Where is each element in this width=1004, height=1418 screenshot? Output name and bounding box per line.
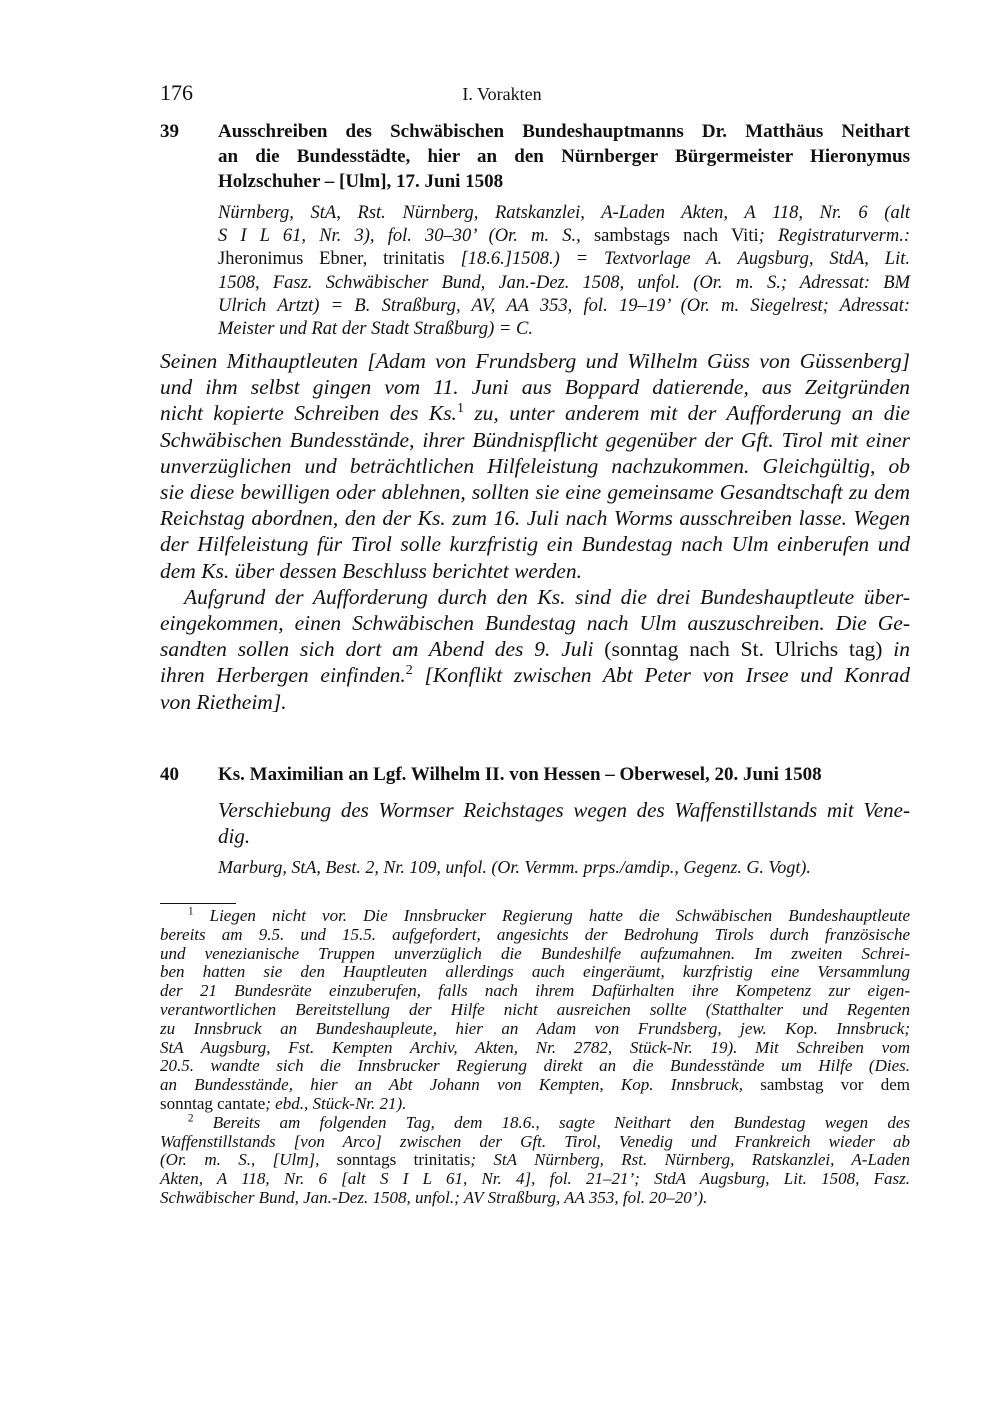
entry-summary-line: Verschiebung des Wormser Reichstages wegen des Waffenstillstands mit Vene- <box>218 798 910 822</box>
text-run: sonntags trinitatis <box>336 1150 471 1170</box>
text-run: [18.6.]1508.) = Textvorlage A. Augsburg, StdA, Lit. <box>444 249 910 270</box>
text-run: Waffenstillstands [von Arco] zwischen der Gft. Tirol, Venedig und Frankreich wieder ab <box>160 1131 910 1151</box>
body-line <box>160 663 910 688</box>
body-line <box>160 637 910 662</box>
text-run: in <box>882 637 910 662</box>
text-run: Schwäbischen Bundesstände, ihrer Bündnispflicht gegenüber der Gft. Tirol mit einer <box>160 427 910 452</box>
footnote-line <box>160 1169 910 1189</box>
text-run: und ihm selbst gingen vom 11. Juni aus Boppard datierende, aus Zeitgründen <box>160 375 910 400</box>
text-run: sambstags nach Viti <box>593 226 759 247</box>
text-run: Meister und Rat der Stadt Straßburg) = C. <box>218 319 533 339</box>
footnote-rule <box>160 903 236 904</box>
text-run: sie diese bewilligen oder ablehnen, sollten sie eine gemeinsame Gesandtschaft zu dem <box>160 480 910 504</box>
footnote-line <box>160 1019 910 1039</box>
entry-number: 40 <box>160 764 179 785</box>
footnote-line <box>160 981 910 1001</box>
text-run: 20.5. wandte sich die Innsbrucker Regierung direkt an die Bundesstände um Hilfe (Dies. <box>160 1056 910 1076</box>
source-line <box>218 273 910 294</box>
text-run: ; Registraturverm.: <box>758 226 910 247</box>
entry-number: 39 <box>160 121 179 142</box>
text-run: Aufgrund der Aufforderung durch den Ks. sind die drei Bundeshauptleute über- <box>184 584 910 609</box>
text-run: Ulrich Artzt) = B. Straßburg, AV, AA 353, fol. 19–19’ (Or. m. Siegelrest; Adressat: <box>218 295 910 316</box>
text-run: ; ebd., Stück-Nr. 21). <box>265 1094 407 1113</box>
footnote-line <box>160 1056 910 1076</box>
title-line: an die Bundesstädte, hier an den Nürnberger Bürgermeister Hieronymus <box>218 146 910 167</box>
text-run: bereits am 9.5. und 15.5. aufgefordert, angesichts der Bedrohung Tirols durch französische <box>160 924 910 944</box>
text-run: sambstag vor dem <box>760 1075 910 1095</box>
entry-summary-line: dig. <box>218 824 251 848</box>
title-line: Holzschuher – [Ulm], 17. Juni 1508 <box>218 171 504 192</box>
footnote-line <box>160 962 910 982</box>
body-line <box>160 506 910 531</box>
text-run: und venezianische Truppen unverzüglich die Bundeshilfe aufzumahnen. Im zweiten Schrei- <box>160 943 910 963</box>
title-line: Ausschreiben des Schwäbischen Bundeshauptmanns Dr. Matthäus Neithart <box>218 121 910 142</box>
text-run: Bereits am folgenden Tag, dem 18.6., sagte Neithart den Bundestag wegen des <box>193 1112 910 1132</box>
text-run: ihren Herbergen einfinden. <box>160 663 406 688</box>
text-run: der 21 Bundesräte einzuberufen, falls nach ihrem Dafürhalten ihre Kompetenz zur eigen- <box>160 981 910 1001</box>
text-run: Liegen nicht vor. Die Innsbrucker Regierung hatte die Schwäbischen Bundeshauptleute <box>193 906 910 925</box>
body-line <box>160 532 910 557</box>
body-line <box>160 611 910 636</box>
source-line <box>218 203 910 224</box>
footnote-line <box>188 906 910 926</box>
entry-title: Ks. Maximilian an Lgf. Wilhelm II. von Hessen – Oberwesel, 20. Juni 1508 <box>218 764 822 785</box>
text-run: ; StA Nürnberg, Rst. Nürnberg, Ratskanzlei, A-Laden <box>470 1150 910 1170</box>
text-run: verantwortlichen Bereitstellung der Hilfe nicht ausreichen sollte (Statthalter und Regenten <box>160 1000 910 1019</box>
body-line <box>184 585 910 610</box>
text-run: eingekommen, einen Schwäbischen Bundestag nach Ulm auszuschreiben. Die Ge- <box>160 611 910 635</box>
footnote-line <box>160 944 910 964</box>
footnote-line <box>160 1000 910 1020</box>
text-run: von Rietheim]. <box>160 689 287 714</box>
footnote-line <box>160 1038 910 1058</box>
text-run: Nürnberg, StA, Rst. Nürnberg, Ratskanzlei, A-Laden Akten, A 118, Nr. 6 (alt <box>218 203 910 223</box>
footnote-line <box>160 1075 910 1095</box>
body-line <box>160 480 910 505</box>
page-number: 176 <box>160 80 193 105</box>
body-line <box>160 349 910 374</box>
footnote-line <box>188 1113 910 1133</box>
body-line <box>160 690 910 715</box>
text-run: sandten sollen sich dort am Abend des 9. Juli <box>160 637 605 662</box>
footnote-line <box>160 1188 910 1208</box>
source-line <box>218 319 910 340</box>
source-line <box>218 296 910 317</box>
text-run: ben hatten sie den Hauptleuten allerdings auch eingeräumt, kurzfristig eine Versammlung <box>160 962 910 982</box>
entry-source: Marburg, StA, Best. 2, Nr. 109, unfol. (Or. Vermm. prps./amdip., Gegenz. G. Vogt). <box>218 857 811 877</box>
text-run: Schwäbischer Bund, Jan.-Dez. 1508, unfol.; AV Straßburg, AA 353, fol. 20–20’). <box>160 1188 708 1207</box>
footnote-line <box>160 1150 910 1170</box>
body-line <box>160 401 910 426</box>
text-run: zu, unter anderem mit der Aufforderung an die <box>463 401 910 426</box>
source-line <box>218 249 910 270</box>
footnote-marker[interactable]: 1 <box>188 905 194 918</box>
text-run: Seinen Mithauptleuten [Adam von Frundsberg und Wilhelm Güss von Güssenberg] <box>160 349 910 373</box>
text-run: (sonntag nach St. Ulrichs tag) <box>604 637 883 662</box>
footnote-marker[interactable]: 1 <box>456 401 464 417</box>
text-run: der Hilfeleistung für Tirol solle kurzfristig ein Bundestag nach Ulm einberufen und <box>160 532 910 557</box>
text-run: S I L 61, Nr. 3), fol. 30–30’ (Or. m. S., <box>218 226 594 247</box>
running-title: I. Vorakten <box>462 84 542 104</box>
body-line <box>160 559 910 584</box>
text-run: nicht kopierte Schreiben des Ks. <box>160 401 457 426</box>
source-line <box>218 226 910 247</box>
body-line <box>160 375 910 400</box>
text-run: Jheronimus Ebner, trinitatis <box>218 249 445 270</box>
text-run: unverzüglichen und beträchtlichen Hilfeleistung nachzukommen. Gleichgültig, ob <box>160 453 910 478</box>
text-run: (Or. m. S., [Ulm], <box>160 1150 337 1170</box>
footnote-marker[interactable]: 2 <box>188 1112 194 1125</box>
footnote-marker[interactable]: 2 <box>405 663 413 679</box>
text-run: Akten, A 118, Nr. 6 [alt S I L 61, Nr. 4], fol. 21–21’; StdA Augsburg, Lit. 1508, Fasz. <box>160 1169 910 1189</box>
footnote-line <box>160 925 910 945</box>
text-run: 1508, Fasz. Schwäbischer Bund, Jan.-Dez. 1508, unfol. (Or. m. S.; Adressat: BM <box>218 272 910 293</box>
text-run: StA Augsburg, Fst. Kempten Archiv, Akten, Nr. 2782, Stück-Nr. 19). Mit Schreiben vom <box>160 1037 910 1057</box>
text-run: sonntag cantate <box>160 1094 266 1113</box>
footnote-line <box>160 1132 910 1152</box>
footnote-line <box>160 1094 910 1114</box>
text-run: an Bundesstände, hier an Abt Johann von Kempten, Kop. Innsbruck, <box>160 1075 761 1095</box>
text-run: Reichstag abordnen, den der Ks. zum 16. Juli nach Worms ausschreiben lasse. Wegen <box>160 506 910 531</box>
text-run: zu Innsbruck an Bundeshaupleute, hier an Adam von Frundsberg, jew. Kop. Innsbruck; <box>160 1018 910 1038</box>
body-line <box>160 428 910 453</box>
text-run: [Konflikt zwischen Abt Peter von Irsee und Konrad <box>412 663 910 688</box>
body-line <box>160 454 910 479</box>
text-run: dem Ks. über dessen Beschluss berichtet werden. <box>160 558 582 583</box>
